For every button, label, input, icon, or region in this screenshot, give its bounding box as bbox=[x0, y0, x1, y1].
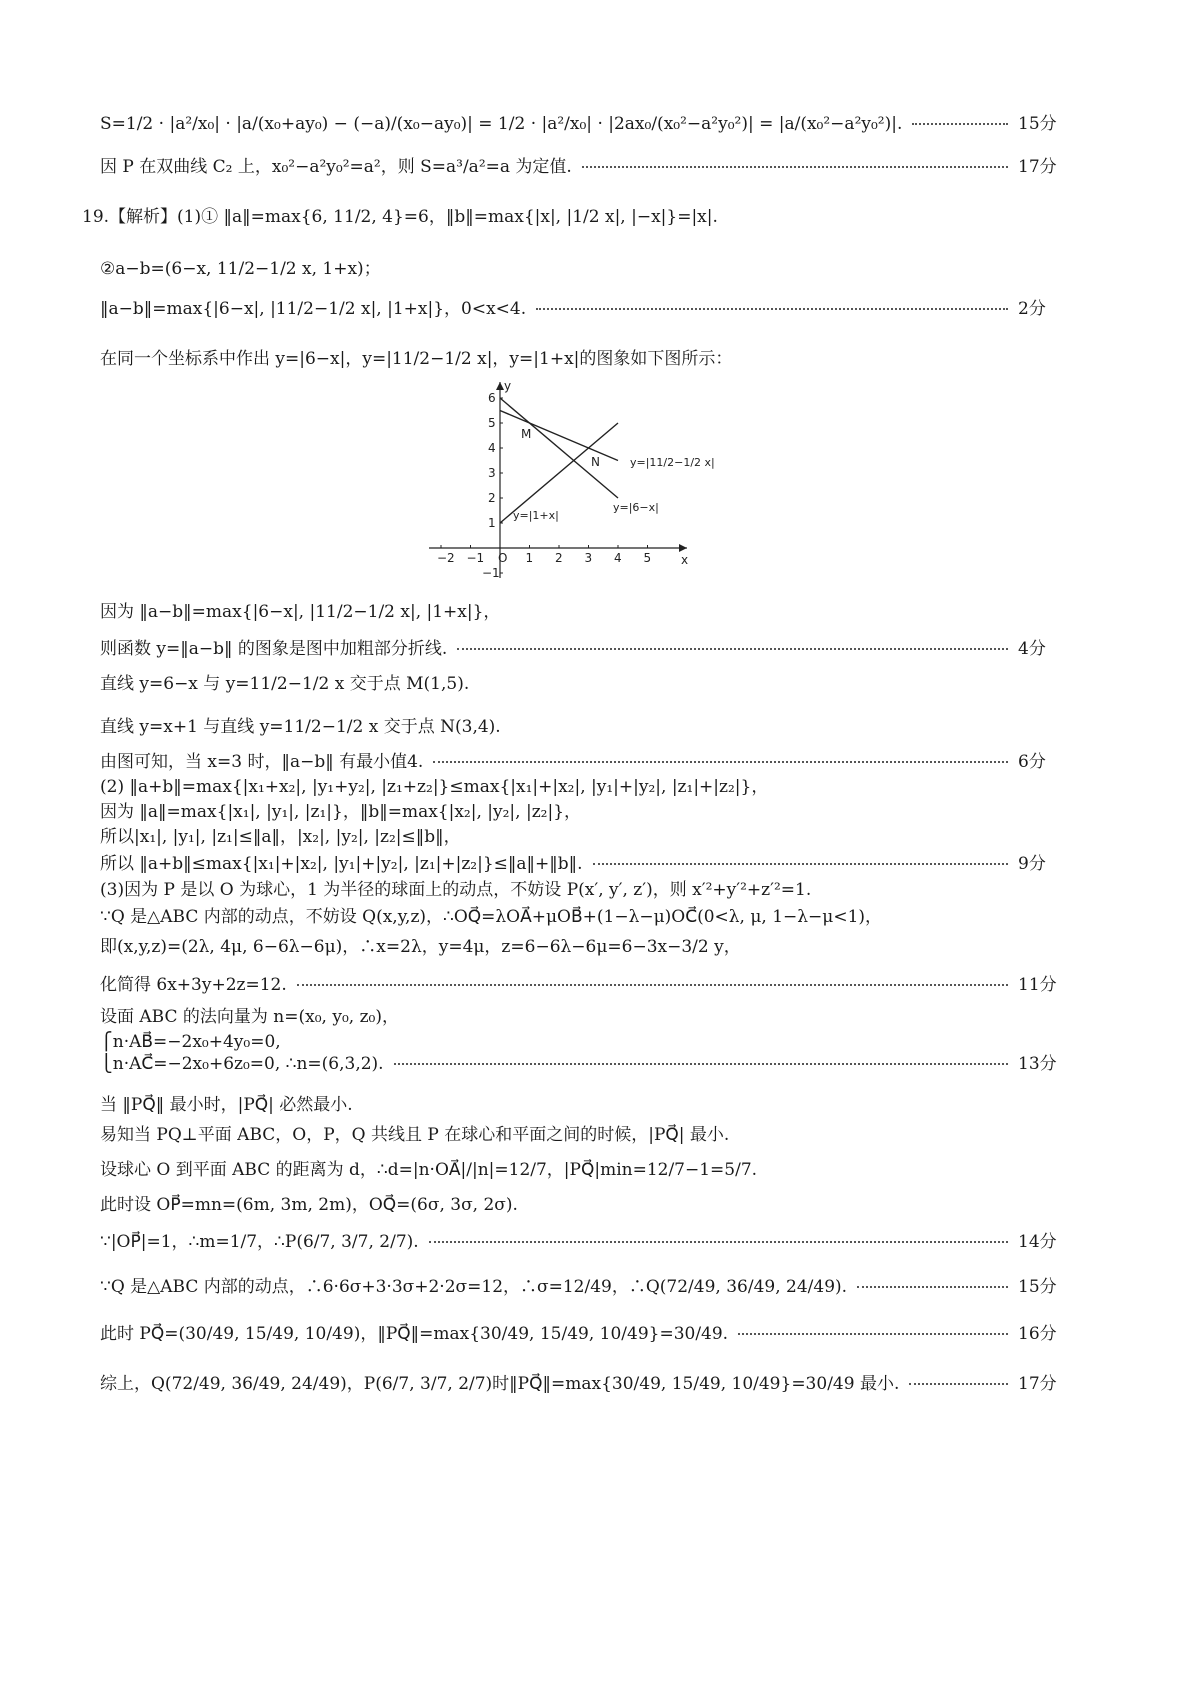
score-mark: 6分 bbox=[1018, 752, 1046, 772]
x-tick-label: −2 bbox=[437, 551, 455, 565]
dot-leader bbox=[912, 123, 1008, 125]
dot-leader bbox=[593, 863, 1008, 865]
solution-line bbox=[0, 112, 1200, 148]
solution-text: ∵Q 是△ABC 内部的动点，不妨设 Q(x,y,z)，∴OQ⃗=λOA⃗+μOB⃗+(1−λ−μ)OC⃗(0<λ, μ, 1−λ−μ<1)， bbox=[100, 907, 883, 927]
dot-leader bbox=[738, 1333, 1008, 1335]
point-n-label: N bbox=[591, 455, 600, 469]
solution-text: 易知当 PQ⊥平面 ABC，O，P，Q 共线且 P 在球心和平面之间的时候，|PQ⃗| 最小. bbox=[100, 1125, 730, 1145]
dot-leader bbox=[857, 1286, 1008, 1288]
score-mark: 15分 bbox=[1018, 1277, 1057, 1297]
y-tick-label: 5 bbox=[488, 416, 496, 430]
solution-text: 此时 PQ⃗=(30/49, 15/49, 10/49)，‖PQ⃗‖=max{30/49, 15/49, 10/49}=30/49. bbox=[100, 1324, 729, 1344]
x-tick-label: −1 bbox=[466, 551, 485, 565]
solution-text: 在同一个坐标系中作出 y=|6−x|，y=|11/2−1/2 x|，y=|1+x|的图象如下图所示： bbox=[100, 349, 733, 369]
solution-text: 因为 ‖a−b‖=max{|6−x|, |11/2−1/2 x|, |1+x|}， bbox=[100, 602, 501, 622]
solution-line bbox=[0, 205, 1200, 241]
y-tick-label: 6 bbox=[488, 391, 496, 405]
dot-leader bbox=[433, 761, 1008, 763]
x-tick-label: 1 bbox=[525, 551, 534, 565]
dot-leader bbox=[457, 648, 1008, 650]
score-mark: 4分 bbox=[1018, 639, 1046, 659]
graph-line bbox=[500, 411, 618, 461]
solution-text: 所以 ‖a+b‖≤max{|x₁|+|x₂|, |y₁|+|y₂|, |z₁|+|z₂|}≤‖a‖+‖b‖. bbox=[100, 854, 583, 874]
solution-line bbox=[0, 1372, 1200, 1408]
dot-leader bbox=[582, 166, 1008, 168]
solution-text: 设球心 O 到平面 ABC 的距离为 d，∴d=|n·OA⃗|/|n|=12/7，|PQ⃗|min=12/7−1=5/7. bbox=[100, 1160, 758, 1180]
solution-line bbox=[0, 1123, 1200, 1159]
solution-text: 因为 ‖a‖=max{|x₁|, |y₁|, |z₁|}，‖b‖=max{|x₂|, |y₂|, |z₂|}， bbox=[100, 802, 582, 822]
solution-line bbox=[0, 155, 1200, 191]
solution-line bbox=[0, 1158, 1200, 1194]
x-tick-label: 5 bbox=[643, 551, 652, 565]
solution-text: ⎩n·AC⃗=−2x₀+6z₀=0, ∴n=(6,3,2). bbox=[100, 1054, 384, 1074]
solution-line bbox=[0, 715, 1200, 751]
score-mark: 11分 bbox=[1018, 975, 1057, 995]
dot-leader bbox=[429, 1241, 1008, 1243]
solution-text: 因 P 在双曲线 C₂ 上，x₀²−a²y₀²=a²，则 S=a³/a²=a 为定值. bbox=[100, 157, 572, 177]
solution-line bbox=[0, 600, 1200, 636]
line-label-one: y=|1+x| bbox=[513, 509, 559, 522]
y-tick-label: 1 bbox=[488, 516, 496, 530]
solution-text: 此时设 OP⃗=mn=(6m, 3m, 2m)，OQ⃗=(6σ, 3σ, 2σ). bbox=[100, 1195, 518, 1215]
score-mark: 16分 bbox=[1018, 1324, 1057, 1344]
solution-line bbox=[0, 1322, 1200, 1358]
solution-line bbox=[0, 637, 1200, 673]
score-mark: 17分 bbox=[1018, 157, 1057, 177]
dot-leader bbox=[536, 308, 1008, 310]
solution-text: 所以|x₁|, |y₁|, |z₁|≤‖a‖，|x₂|, |y₂|, |z₂|≤‖b‖， bbox=[100, 827, 461, 847]
score-mark: 2分 bbox=[1018, 299, 1046, 319]
solution-text: ②a−b=(6−x, 11/2−1/2 x, 1+x)； bbox=[100, 259, 381, 279]
solution-text: ∵Q 是△ABC 内部的动点，∴6·6σ+3·3σ+2·2σ=12，∴σ=12/49，∴Q(72/49, 36/49, 24/49). bbox=[100, 1277, 848, 1297]
graph-line bbox=[500, 423, 618, 523]
x-tick-label: 2 bbox=[555, 551, 563, 565]
solution-text: ∵|OP⃗|=1，∴m=1/7，∴P(6/7, 3/7, 2/7). bbox=[100, 1232, 419, 1252]
score-mark: 17分 bbox=[1018, 1374, 1057, 1394]
dot-leader bbox=[394, 1063, 1008, 1065]
line-label-six: y=|6−x| bbox=[613, 501, 659, 514]
function-graph bbox=[425, 378, 715, 593]
solution-text: 则函数 y=‖a−b‖ 的图象是图中加粗部分折线. bbox=[100, 639, 448, 659]
graph-line bbox=[500, 398, 618, 498]
x-tick-label: 4 bbox=[614, 551, 622, 565]
solution-text: S=1/2 · |a²/x₀| · |a/(x₀+ay₀) − (−a)/(x₀−ay₀)| = 1/2 · |a²/x₀| · |2ax₀/(x₀²−a²y₀²)| = |a/(x₀²−a²y₀²)|. bbox=[100, 114, 903, 134]
solution-line bbox=[0, 1275, 1200, 1311]
point-m-label: M bbox=[521, 427, 532, 441]
dot-leader bbox=[909, 1383, 1008, 1385]
x-tick-label: 3 bbox=[584, 551, 593, 565]
score-mark: 13分 bbox=[1018, 1054, 1057, 1074]
solution-text: 由图可知，当 x=3 时，‖a−b‖ 有最小值4. bbox=[100, 752, 424, 772]
solution-text: 即(x,y,z)=(2λ, 4μ, 6−6λ−6μ)，∴x=2λ，y=4μ，z=6−6λ−6μ=6−3x−3/2 y， bbox=[100, 937, 741, 957]
plot-lines bbox=[500, 398, 618, 523]
y-axis-arrow bbox=[496, 382, 504, 390]
solution-line bbox=[0, 1230, 1200, 1266]
y-axis-label: y bbox=[504, 379, 512, 393]
x-axis-arrow bbox=[679, 544, 687, 552]
dot-leader bbox=[297, 984, 1008, 986]
solution-text: 19.【解析】(1)① ‖a‖=max{6, 11/2, 4}=6，‖b‖=max{|x|, |1/2 x|, |−x|}=|x|. bbox=[82, 207, 718, 227]
solution-text: 综上，Q(72/49, 36/49, 24/49)，P(6/7, 3/7, 2/7)时‖PQ⃗‖=max{30/49, 15/49, 10/49}=30/49 最小. bbox=[100, 1374, 900, 1394]
solution-line bbox=[0, 1052, 1200, 1088]
y-tick-label: 2 bbox=[488, 491, 496, 505]
solution-text: ‖a−b‖=max{|6−x|, |11/2−1/2 x|, |1+x|}，0<x<4. bbox=[100, 299, 527, 319]
solution-line bbox=[0, 935, 1200, 971]
solution-text: 直线 y=6−x 与 y=11/2−1/2 x 交于点 M(1,5). bbox=[100, 674, 470, 694]
line-label-half: y=|11/2−1/2 x| bbox=[630, 456, 715, 469]
score-mark: 9分 bbox=[1018, 854, 1046, 874]
y-tick-label: 4 bbox=[488, 441, 496, 455]
y-tick-label: −1 bbox=[482, 566, 500, 580]
solution-line bbox=[0, 1193, 1200, 1229]
score-mark: 14分 bbox=[1018, 1232, 1057, 1252]
solution-text: (2) ‖a+b‖=max{|x₁+x₂|, |y₁+y₂|, |z₁+z₂|}≤max{|x₁|+|x₂|, |y₁|+|y₂|, |z₁|+|z₂|}， bbox=[100, 777, 769, 797]
solution-text: 直线 y=x+1 与直线 y=11/2−1/2 x 交于点 N(3,4). bbox=[100, 717, 501, 737]
solution-text: 当 ‖PQ⃗‖ 最小时，|PQ⃗| 必然最小. bbox=[100, 1095, 353, 1115]
x-tick-label: O bbox=[498, 551, 508, 565]
solution-line bbox=[0, 297, 1200, 333]
solution-text: 设面 ABC 的法向量为 n=(x₀, y₀, z₀)， bbox=[100, 1007, 399, 1027]
score-mark: 15分 bbox=[1018, 114, 1057, 134]
solution-text: ⎧n·AB⃗=−2x₀+4y₀=0, bbox=[100, 1032, 281, 1052]
y-tick-label: 3 bbox=[488, 466, 496, 480]
solution-line bbox=[0, 672, 1200, 708]
solution-text: (3)因为 P 是以 O 为球心，1 为半径的球面上的动点，不妨设 P(x′, y′, z′)，则 x′²+y′²+z′²=1. bbox=[100, 880, 812, 900]
x-axis-label: x bbox=[681, 553, 689, 567]
solution-line bbox=[0, 257, 1200, 293]
solution-text: 化简得 6x+3y+2z=12. bbox=[100, 975, 287, 995]
solution-line bbox=[0, 973, 1200, 1009]
